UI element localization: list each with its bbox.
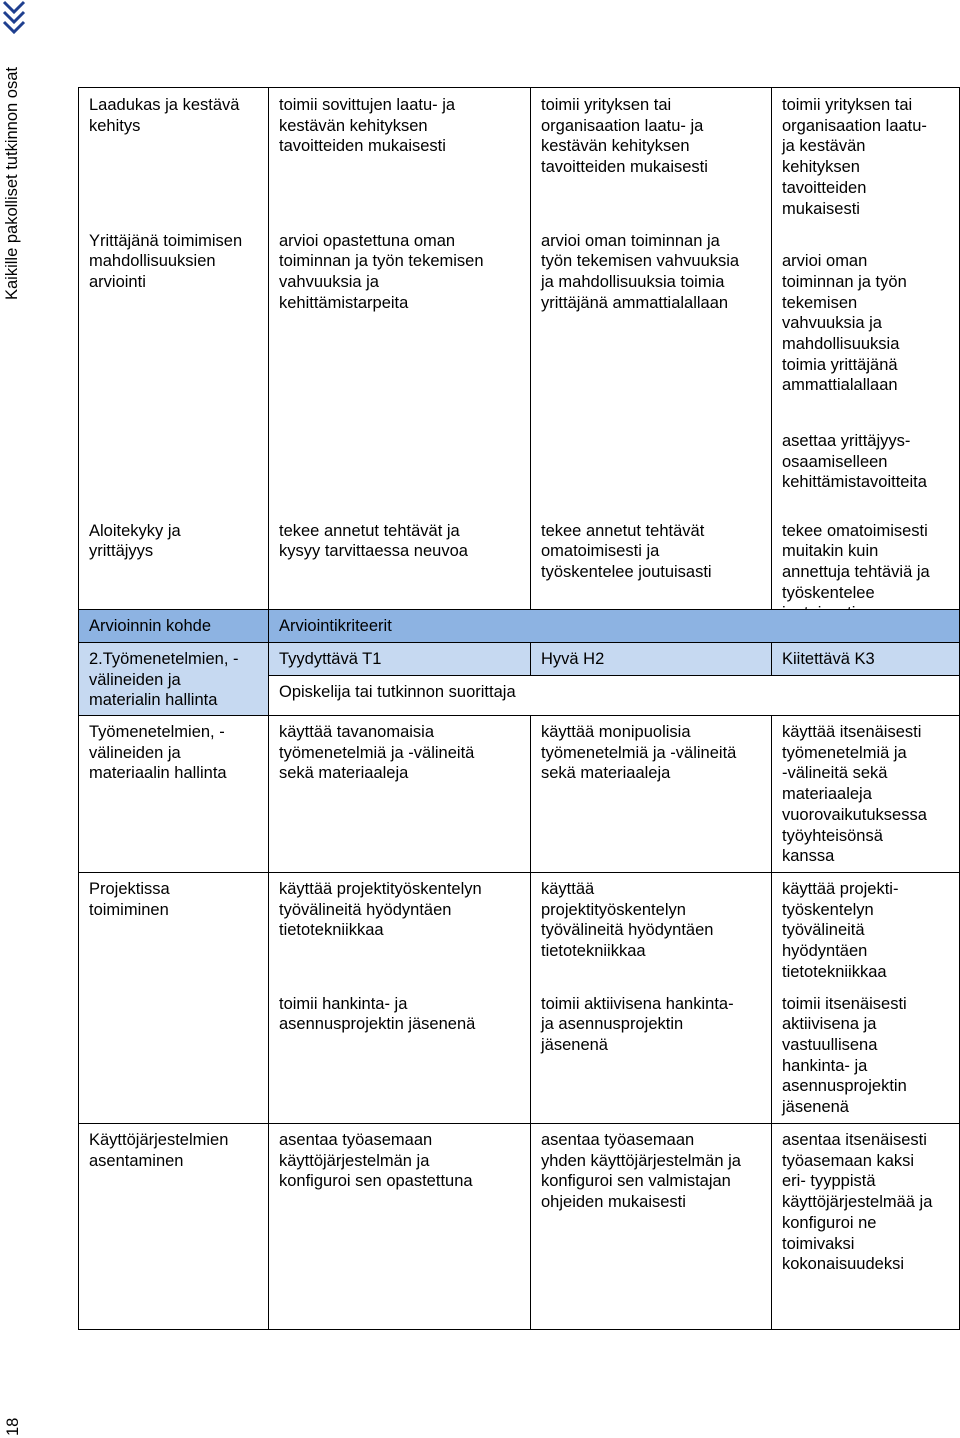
criteria-k3-cell: tekee omatoimisesti muitakin kuin annettuja tehtäviä ja työskentelee (772, 514, 960, 630)
criteria-table-continued (78, 87, 960, 630)
subject-line: Opiskelija tai tutkinnon suorittaja (269, 676, 960, 716)
criteria-h2-cell: toimii yrityksen tai organisaation laatu- ja kestävän kehityksen tavoitteiden mukaisesti (531, 88, 772, 224)
criteria-k3-cell: käyttää projekti- työskentelyn työvälineitä hyödyntäen tietotekniikkaa (772, 873, 960, 988)
criteria-h2-cell: toimii aktiivisena hankinta- ja asennusprojektin jäsenenä (531, 988, 772, 1124)
criteria-t1-cell: käyttää tavanomaisia työmenetelmiä ja -välineitä sekä materiaaleja (269, 716, 531, 873)
level-k3-header: Kiitettävä K3 (772, 643, 960, 676)
criteria-t1-cell: tekee annetut tehtävät ja kysyy tarvittaessa neuvoa (269, 514, 531, 630)
assessment-target-cell: Projektissa toimiminen (79, 873, 269, 988)
assessment-target-cell (79, 988, 269, 1124)
section-title: 2.Työmenetelmien, - välineiden ja materialin hallinta (79, 643, 269, 716)
table-row (79, 873, 960, 988)
criteria-k3-text: arvioi oman toiminnan ja työn tekemisen vahvuuksia ja mahdollisuuksia toimia yrittäjänä ammattialallaan (782, 252, 907, 395)
publisher-logo-icon (2, 0, 26, 34)
criteria-t1-cell: asentaa työasemaan käyttöjärjestelmän ja konfiguroi sen opastettuna (269, 1124, 531, 1330)
criteria-t1-cell: käyttää projektityöskentelyn työvälineitä hyödyntäen tietotekniikkaa (269, 873, 531, 988)
criteria-h2-cell: arvioi oman toiminnan ja työn tekemisen vahvuuksia ja mahdollisuuksia toimia yrittäjänä ammattialallaan (531, 224, 772, 514)
criteria-k3-extra-text: asettaa yrittäjyys- osaamiselleen kehittämistavoitteita (782, 431, 927, 492)
criteria-table-section-2 (78, 609, 960, 1330)
header-assessment-target: Arvioinnin kohde (79, 610, 269, 643)
assessment-target-cell: Työmenetelmien, - välineiden ja materiaalin hallinta (79, 716, 269, 873)
criteria-t1-cell: arvioi opastettuna oman toiminnan ja työn tekemisen vahvuuksia ja kehittämistarpeita (269, 224, 531, 514)
assessment-target-cell: Yrittäjänä toimimisen mahdollisuuksien arviointi (79, 224, 269, 514)
table-row (79, 224, 960, 514)
criteria-k3-cell: asentaa itsenäisesti työasemaan kaksi eri- tyyppistä käyttöjärjestelmää ja konfiguroi ne toimivaksi kokonaisuudeksi (772, 1124, 960, 1330)
assessment-target-cell: Käyttöjärjestelmien asentaminen (79, 1124, 269, 1330)
criteria-h2-cell: käyttää projektityöskentelyn työvälineitä hyödyntäen tietotekniikkaa (531, 873, 772, 988)
page-number: 18 (4, 1417, 22, 1436)
table-row (79, 716, 960, 873)
level-h2-header: Hyvä H2 (531, 643, 772, 676)
criteria-t1-cell: toimii sovittujen laatu- ja kestävän kehityksen tavoitteiden mukaisesti (269, 88, 531, 224)
table-header-row (79, 610, 960, 643)
criteria-k3-cell: käyttää itsenäisesti työmenetelmiä ja -välineitä sekä materiaaleja vuorovaikutuksessa työyhteisönsä kanssa (772, 716, 960, 873)
header-assessment-criteria: Arviointikriteerit (269, 610, 960, 643)
criteria-t1-cell: toimii hankinta- ja asennusprojektin jäsenenä (269, 988, 531, 1124)
level-t1-header: Tyydyttävä T1 (269, 643, 531, 676)
criteria-k3-cell: toimii yrityksen tai organisaation laatu- ja kestävän kehityksen tavoitteiden mukaisesti (772, 88, 960, 224)
table-subheader-row (79, 643, 960, 676)
table-row (79, 88, 960, 224)
table-row (79, 988, 960, 1124)
criteria-k3-cell (772, 224, 960, 514)
table-row (79, 1124, 960, 1330)
running-header-title: Kaikille pakolliset tutkinnon osat (3, 67, 21, 300)
assessment-target-cell: Laadukas ja kestävä kehitys (79, 88, 269, 224)
criteria-h2-cell: käyttää monipuolisia työmenetelmiä ja -välineitä sekä materiaaleja (531, 716, 772, 873)
assessment-target-cell: Aloitekyky ja yrittäjyys (79, 514, 269, 630)
criteria-k3-cell: toimii itsenäisesti aktiivisena ja vastuullisena hankinta- ja asennusprojektin jäsenenä (772, 988, 960, 1124)
criteria-h2-cell: tekee annetut tehtävät omatoimisesti ja työskentelee joutuisasti (531, 514, 772, 630)
criteria-h2-cell: asentaa työasemaan yhden käyttöjärjestelmän ja konfiguroi sen valmistajan ohjeiden mukaisesti (531, 1124, 772, 1330)
